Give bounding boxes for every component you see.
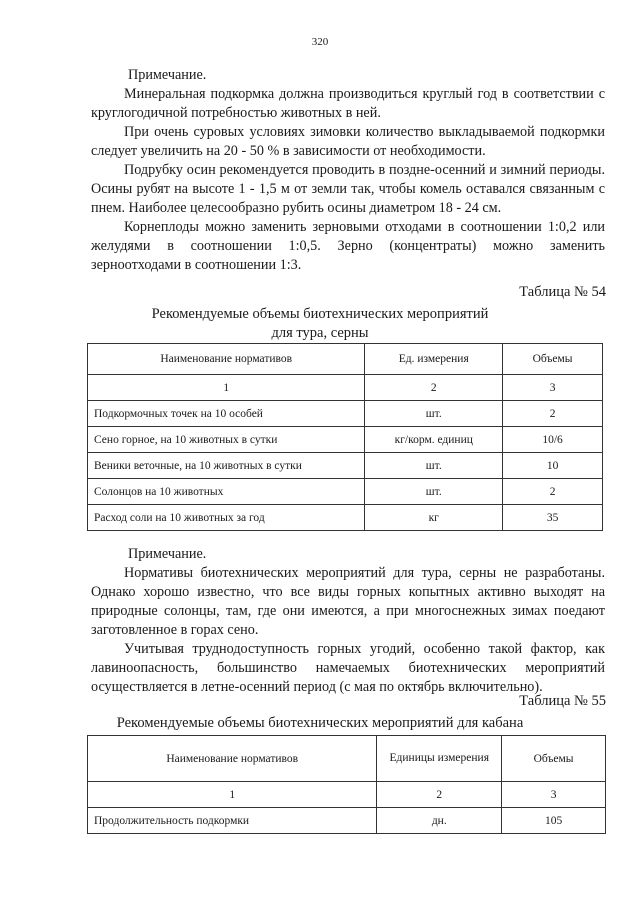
table-cell: Подкормочных точек на 10 особей bbox=[88, 401, 365, 427]
table-row bbox=[88, 505, 603, 531]
table-cell: кг/корм. единиц bbox=[365, 427, 503, 453]
table-row bbox=[88, 401, 603, 427]
note-1-paragraph-4: Корнеплоды можно заменить зерновыми отходами в соотношении 1:0,2 или желудями в соотношении 1:0,5. Зерно (концентраты) можно заменить зерноотходами в соотношении 1:3. bbox=[91, 219, 605, 273]
table-cell: 2 bbox=[503, 401, 603, 427]
table-54-title-line-2: для тура, серны bbox=[271, 325, 369, 341]
table-cell: 10 bbox=[503, 453, 603, 479]
table-row bbox=[88, 427, 603, 453]
table-row bbox=[88, 479, 603, 505]
table-cell: дн. bbox=[377, 808, 502, 834]
table-cell: Расход соли на 10 животных за год bbox=[88, 505, 365, 531]
table-54-label: Таблица № 54 bbox=[519, 284, 606, 300]
note-2 bbox=[91, 545, 605, 697]
note-1-paragraph-3: Подрубку осин рекомендуется проводить в поздне-осенний и зимний периоды. Осины рубят на высоте 1 - 1,5 м от земли так, чтобы комель оставался связанным с пнем. Наиболее целесообразно рубить осины диаметром 18 - 24 см. bbox=[91, 162, 605, 216]
table-55-header-name: Наименование нормативов bbox=[88, 736, 377, 782]
table-54-number-row bbox=[88, 375, 603, 401]
note-2-heading: Примечание. bbox=[128, 546, 207, 562]
table-cell: Солонцов на 10 животных bbox=[88, 479, 365, 505]
note-1-paragraph-2: При очень суровых условиях зимовки количество выкладываемой подкормки следует увеличить на 20 - 50 % в зависимости от необходимости. bbox=[91, 124, 605, 159]
table-cell: Веники веточные, на 10 животных в сутки bbox=[88, 453, 365, 479]
table-54-title bbox=[0, 305, 640, 343]
table-cell: 1 bbox=[88, 375, 365, 401]
table-cell: 2 bbox=[503, 479, 603, 505]
table-54-header-row bbox=[88, 344, 603, 375]
table-54-title-line-1: Рекомендуемые объемы биотехнических мероприятий bbox=[151, 306, 489, 322]
table-54 bbox=[87, 343, 603, 531]
table-55-number-row bbox=[88, 782, 606, 808]
table-cell: шт. bbox=[365, 479, 503, 505]
table-cell: 3 bbox=[502, 782, 606, 808]
table-row bbox=[88, 453, 603, 479]
table-55-header-row bbox=[88, 736, 606, 782]
table-54-header-name: Наименование нормативов bbox=[88, 344, 365, 375]
table-cell: шт. bbox=[365, 453, 503, 479]
table-cell: 3 bbox=[503, 375, 603, 401]
table-cell: 1 bbox=[88, 782, 377, 808]
table-cell: 10/6 bbox=[503, 427, 603, 453]
note-2-paragraph-1: Нормативы биотехнических мероприятий для тура, серны не разработаны. Однако хорошо известно, что все виды горных копытных активно выходят на природные солонцы, там, где они имеются, а при многоснежных зимах поедают заготовленное в горах сено. bbox=[91, 565, 605, 638]
table-cell: 2 bbox=[365, 375, 503, 401]
note-2-paragraph-2: Учитывая труднодоступность горных угодий, особенно такой фактор, как лавиноопасность, большинство намечаемых биотехнических мероприятий осуществляется в летне-осенний период (с мая по октябрь включительно). bbox=[91, 641, 605, 695]
table-cell: 35 bbox=[503, 505, 603, 531]
table-cell: 2 bbox=[377, 782, 502, 808]
table-55-label: Таблица № 55 bbox=[519, 693, 606, 709]
table-55-header-volume: Объемы bbox=[502, 736, 606, 782]
note-1 bbox=[91, 66, 605, 275]
table-55 bbox=[87, 735, 606, 834]
table-cell: Сено горное, на 10 животных в сутки bbox=[88, 427, 365, 453]
table-cell: Продолжительность подкормки bbox=[88, 808, 377, 834]
table-row bbox=[88, 808, 606, 834]
note-1-paragraph-1: Минеральная подкормка должна производиться круглый год в соответствии с круглогодичной потребностью животных в ней. bbox=[91, 86, 605, 121]
table-55-header-unit: Единицы измерения bbox=[377, 736, 502, 782]
page-number: 320 bbox=[311, 36, 329, 48]
note-1-heading: Примечание. bbox=[128, 67, 207, 83]
table-54-header-volume: Объемы bbox=[503, 344, 603, 375]
table-54-header-unit: Ед. измерения bbox=[365, 344, 503, 375]
table-cell: шт. bbox=[365, 401, 503, 427]
table-55-title: Рекомендуемые объемы биотехнических мероприятий для кабана bbox=[116, 715, 524, 731]
table-cell: кг bbox=[365, 505, 503, 531]
table-cell: 105 bbox=[502, 808, 606, 834]
